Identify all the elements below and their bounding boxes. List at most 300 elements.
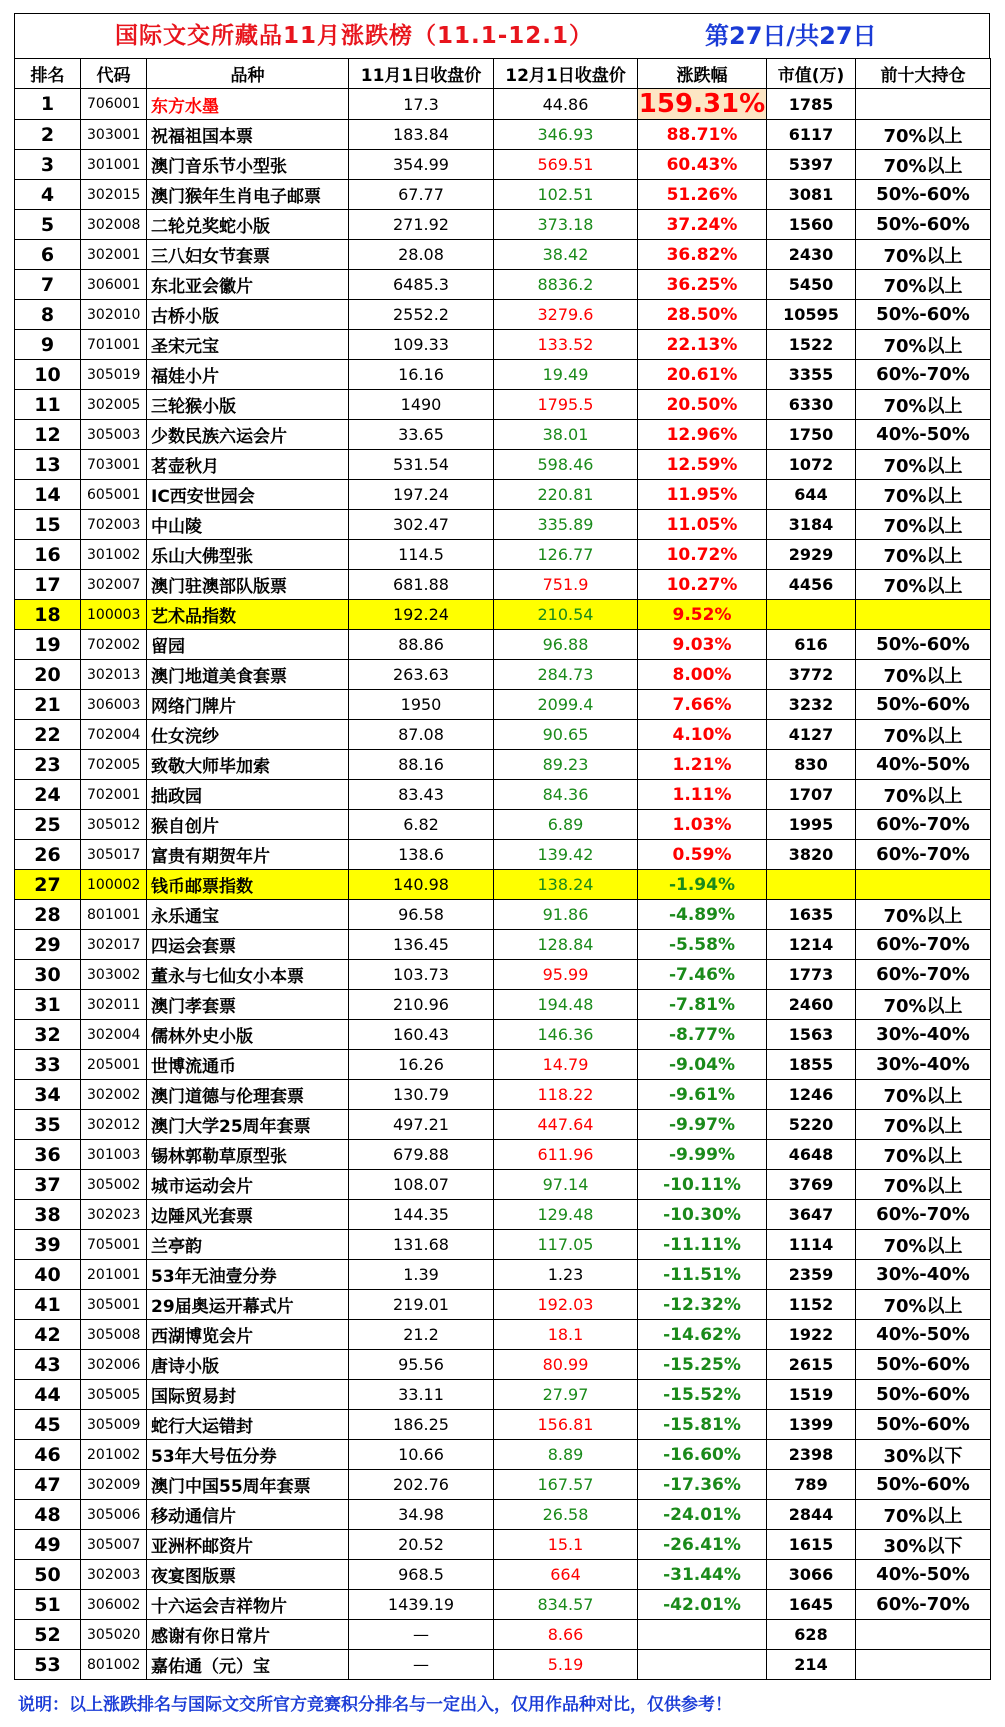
- cell-holding: 70%以上: [856, 330, 991, 360]
- cell-dec1-close: 117.05: [494, 1230, 638, 1260]
- cell-nov1-close: 95.56: [349, 1350, 494, 1380]
- cell-name: 中山陵: [147, 510, 349, 540]
- cell-market-value: 5450: [767, 270, 856, 300]
- cell-change: 36.82%: [638, 240, 767, 270]
- cell-name: 钱币邮票指数: [147, 870, 349, 900]
- cell-dec1-close: 210.54: [494, 600, 638, 630]
- cell-holding: [856, 870, 991, 900]
- cell-dec1-close: 156.81: [494, 1410, 638, 1440]
- cell-holding: 30%以下: [856, 1530, 991, 1560]
- cell-market-value: 2430: [767, 240, 856, 270]
- cell-nov1-close: 210.96: [349, 990, 494, 1020]
- header-code: 代码: [81, 59, 147, 89]
- cell-name: 锡林郭勒草原型张: [147, 1140, 349, 1170]
- cell-market-value: 3184: [767, 510, 856, 540]
- cell-rank: 41: [15, 1290, 81, 1320]
- cell-change: -4.89%: [638, 900, 767, 930]
- cell-dec1-close: 84.36: [494, 780, 638, 810]
- cell-holding: 70%以上: [856, 1230, 991, 1260]
- cell-rank: 8: [15, 300, 81, 330]
- cell-market-value: 1114: [767, 1230, 856, 1260]
- cell-nov1-close: 130.79: [349, 1080, 494, 1110]
- cell-dec1-close: 335.89: [494, 510, 638, 540]
- cell-code: 302011: [81, 990, 147, 1020]
- cell-dec1-close: 611.96: [494, 1140, 638, 1170]
- cell-change: 7.66%: [638, 690, 767, 720]
- cell-rank: 40: [15, 1260, 81, 1290]
- cell-holding: 60%-70%: [856, 1200, 991, 1230]
- table-row: [15, 1590, 991, 1620]
- cell-rank: 2: [15, 120, 81, 150]
- table-row: [15, 1290, 991, 1320]
- cell-dec1-close: 139.42: [494, 840, 638, 870]
- cell-holding: 70%以上: [856, 480, 991, 510]
- header-top10-holding: 前十大持仓: [856, 59, 991, 89]
- cell-code: 305019: [81, 360, 147, 390]
- cell-code: 302005: [81, 390, 147, 420]
- header-dec1-close: 12月1日收盘价: [494, 59, 638, 89]
- cell-nov1-close: 679.88: [349, 1140, 494, 1170]
- cell-market-value: 1214: [767, 930, 856, 960]
- cell-market-value: 4648: [767, 1140, 856, 1170]
- cell-name: 拙政园: [147, 780, 349, 810]
- cell-rank: 29: [15, 930, 81, 960]
- cell-market-value: 2844: [767, 1500, 856, 1530]
- table-row: [15, 690, 991, 720]
- cell-rank: 33: [15, 1050, 81, 1080]
- table-row: [15, 1440, 991, 1470]
- cell-rank: 21: [15, 690, 81, 720]
- cell-name: 东北亚会徽片: [147, 270, 349, 300]
- cell-rank: 34: [15, 1080, 81, 1110]
- cell-rank: 28: [15, 900, 81, 930]
- cell-market-value: 1922: [767, 1320, 856, 1350]
- cell-code: 306003: [81, 690, 147, 720]
- cell-holding: 70%以上: [856, 240, 991, 270]
- cell-change: -10.11%: [638, 1170, 767, 1200]
- cell-dec1-close: 284.73: [494, 660, 638, 690]
- cell-market-value: 1995: [767, 810, 856, 840]
- cell-holding: 40%-50%: [856, 420, 991, 450]
- cell-dec1-close: 664: [494, 1560, 638, 1590]
- cell-holding: 50%-60%: [856, 1380, 991, 1410]
- cell-rank: 12: [15, 420, 81, 450]
- cell-dec1-close: 14.79: [494, 1050, 638, 1080]
- cell-name: 53年无油壹分券: [147, 1260, 349, 1290]
- table-row: [15, 990, 991, 1020]
- cell-market-value: 3081: [767, 180, 856, 210]
- cell-nov1-close: 192.24: [349, 600, 494, 630]
- cell-holding: 40%-50%: [856, 750, 991, 780]
- cell-rank: 7: [15, 270, 81, 300]
- cell-dec1-close: 95.99: [494, 960, 638, 990]
- cell-code: 306002: [81, 1590, 147, 1620]
- table-row: [15, 1050, 991, 1080]
- cell-nov1-close: 87.08: [349, 720, 494, 750]
- cell-code: 302023: [81, 1200, 147, 1230]
- cell-dec1-close: 89.23: [494, 750, 638, 780]
- header-name: 品种: [147, 59, 349, 89]
- cell-change: -10.30%: [638, 1200, 767, 1230]
- cell-holding: 60%-70%: [856, 840, 991, 870]
- cell-dec1-close: 118.22: [494, 1080, 638, 1110]
- cell-code: 701001: [81, 330, 147, 360]
- cell-code: 302015: [81, 180, 147, 210]
- cell-code: 305001: [81, 1290, 147, 1320]
- cell-market-value: 3232: [767, 690, 856, 720]
- cell-change: 9.03%: [638, 630, 767, 660]
- cell-dec1-close: 44.86: [494, 89, 638, 120]
- cell-nov1-close: 131.68: [349, 1230, 494, 1260]
- cell-name: 西湖博览会片: [147, 1320, 349, 1350]
- cell-dec1-close: 220.81: [494, 480, 638, 510]
- cell-name: 边陲风光套票: [147, 1200, 349, 1230]
- cell-market-value: 644: [767, 480, 856, 510]
- cell-holding: [856, 600, 991, 630]
- table-row: [15, 1080, 991, 1110]
- cell-change: 9.52%: [638, 600, 767, 630]
- cell-name: 澳门道德与伦理套票: [147, 1080, 349, 1110]
- cell-change: -15.52%: [638, 1380, 767, 1410]
- cell-dec1-close: 38.42: [494, 240, 638, 270]
- cell-dec1-close: 751.9: [494, 570, 638, 600]
- cell-name: 祝福祖国本票: [147, 120, 349, 150]
- cell-change: -26.41%: [638, 1530, 767, 1560]
- cell-change: 36.25%: [638, 270, 767, 300]
- cell-holding: 40%-50%: [856, 1560, 991, 1590]
- cell-rank: 1: [15, 89, 81, 120]
- cell-name: 董永与七仙女小本票: [147, 960, 349, 990]
- cell-name: 唐诗小版: [147, 1350, 349, 1380]
- table-row: [15, 1020, 991, 1050]
- table-row: [15, 1320, 991, 1350]
- cell-dec1-close: 167.57: [494, 1470, 638, 1500]
- cell-nov1-close: 103.73: [349, 960, 494, 990]
- cell-name: 艺术品指数: [147, 600, 349, 630]
- cell-market-value: 4456: [767, 570, 856, 600]
- cell-market-value: 1560: [767, 210, 856, 240]
- cell-change: 28.50%: [638, 300, 767, 330]
- cell-dec1-close: 447.64: [494, 1110, 638, 1140]
- cell-nov1-close: 497.21: [349, 1110, 494, 1140]
- cell-nov1-close: 183.84: [349, 120, 494, 150]
- cell-market-value: 1246: [767, 1080, 856, 1110]
- table-row: [15, 1140, 991, 1170]
- cell-name: 夜宴图版票: [147, 1560, 349, 1590]
- cell-change: [638, 1650, 767, 1680]
- cell-holding: 70%以上: [856, 510, 991, 540]
- cell-dec1-close: 80.99: [494, 1350, 638, 1380]
- cell-name: 澳门孝套票: [147, 990, 349, 1020]
- table-row: [15, 450, 991, 480]
- cell-code: 100002: [81, 870, 147, 900]
- cell-name: 29届奥运开幕式片: [147, 1290, 349, 1320]
- table-row: [15, 810, 991, 840]
- cell-nov1-close: 96.58: [349, 900, 494, 930]
- table-row: [15, 1470, 991, 1500]
- cell-market-value: 3355: [767, 360, 856, 390]
- cell-code: 801001: [81, 900, 147, 930]
- cell-code: 302001: [81, 240, 147, 270]
- cell-code: 302009: [81, 1470, 147, 1500]
- cell-market-value: 1519: [767, 1380, 856, 1410]
- cell-dec1-close: 138.24: [494, 870, 638, 900]
- cell-name: 澳门驻澳部队版票: [147, 570, 349, 600]
- cell-rank: 31: [15, 990, 81, 1020]
- cell-name: 二轮兑奖蛇小版: [147, 210, 349, 240]
- cell-holding: 70%以上: [856, 270, 991, 300]
- cell-market-value: 4127: [767, 720, 856, 750]
- table-row: [15, 1170, 991, 1200]
- cell-holding: 70%以上: [856, 720, 991, 750]
- cell-nov1-close: 1.39: [349, 1260, 494, 1290]
- cell-rank: 49: [15, 1530, 81, 1560]
- cell-change: 11.05%: [638, 510, 767, 540]
- cell-nov1-close: 83.43: [349, 780, 494, 810]
- cell-market-value: 2615: [767, 1350, 856, 1380]
- cell-name: 乐山大佛型张: [147, 540, 349, 570]
- cell-rank: 24: [15, 780, 81, 810]
- cell-rank: 36: [15, 1140, 81, 1170]
- cell-name: 福娃小片: [147, 360, 349, 390]
- cell-market-value: 628: [767, 1620, 856, 1650]
- cell-code: 301002: [81, 540, 147, 570]
- cell-change: 37.24%: [638, 210, 767, 240]
- cell-market-value: 1072: [767, 450, 856, 480]
- cell-nov1-close: 202.76: [349, 1470, 494, 1500]
- cell-rank: 32: [15, 1020, 81, 1050]
- table-row: [15, 1620, 991, 1650]
- cell-code: 302008: [81, 210, 147, 240]
- cell-code: 100003: [81, 600, 147, 630]
- cell-code: 302017: [81, 930, 147, 960]
- cell-name: 猴自创片: [147, 810, 349, 840]
- table-row: [15, 1110, 991, 1140]
- cell-dec1-close: 6.89: [494, 810, 638, 840]
- table-row: [15, 930, 991, 960]
- cell-market-value: 1635: [767, 900, 856, 930]
- cell-holding: 60%-70%: [856, 810, 991, 840]
- cell-dec1-close: 97.14: [494, 1170, 638, 1200]
- cell-rank: 10: [15, 360, 81, 390]
- cell-change: 4.10%: [638, 720, 767, 750]
- cell-nov1-close: 271.92: [349, 210, 494, 240]
- table-row: [15, 540, 991, 570]
- table-row: [15, 390, 991, 420]
- cell-nov1-close: 21.2: [349, 1320, 494, 1350]
- cell-holding: 70%以上: [856, 1080, 991, 1110]
- cell-code: 205001: [81, 1050, 147, 1080]
- table-row: [15, 1230, 991, 1260]
- cell-market-value: 2929: [767, 540, 856, 570]
- cell-market-value: 3820: [767, 840, 856, 870]
- cell-market-value: 1855: [767, 1050, 856, 1080]
- cell-code: 703001: [81, 450, 147, 480]
- cell-holding: 60%-70%: [856, 360, 991, 390]
- cell-name: 嘉佑通（元）宝: [147, 1650, 349, 1680]
- ranking-sheet: [14, 13, 990, 1715]
- cell-nov1-close: 197.24: [349, 480, 494, 510]
- cell-change: -12.32%: [638, 1290, 767, 1320]
- cell-nov1-close: 354.99: [349, 150, 494, 180]
- cell-change: 8.00%: [638, 660, 767, 690]
- cell-dec1-close: 126.77: [494, 540, 638, 570]
- cell-code: 702005: [81, 750, 147, 780]
- day-progress-label: 第27日/共27日: [705, 22, 877, 50]
- cell-dec1-close: 26.58: [494, 1500, 638, 1530]
- cell-holding: 30%-40%: [856, 1050, 991, 1080]
- cell-name: 网络门牌片: [147, 690, 349, 720]
- cell-nov1-close: 33.65: [349, 420, 494, 450]
- cell-market-value: 1750: [767, 420, 856, 450]
- cell-name: 致敬大师毕加索: [147, 750, 349, 780]
- cell-name: 城市运动会片: [147, 1170, 349, 1200]
- table-row: [15, 1260, 991, 1290]
- cell-change: -24.01%: [638, 1500, 767, 1530]
- cell-nov1-close: —: [349, 1620, 494, 1650]
- cell-market-value: [767, 870, 856, 900]
- cell-dec1-close: 128.84: [494, 930, 638, 960]
- cell-name: 儒林外史小版: [147, 1020, 349, 1050]
- table-row: [15, 1500, 991, 1530]
- cell-dec1-close: 102.51: [494, 180, 638, 210]
- cell-rank: 43: [15, 1350, 81, 1380]
- cell-change: -15.25%: [638, 1350, 767, 1380]
- cell-change: 0.59%: [638, 840, 767, 870]
- cell-dec1-close: 598.46: [494, 450, 638, 480]
- table-row: [15, 420, 991, 450]
- cell-code: 705001: [81, 1230, 147, 1260]
- cell-name: 永乐通宝: [147, 900, 349, 930]
- cell-rank: 38: [15, 1200, 81, 1230]
- cell-code: 305017: [81, 840, 147, 870]
- table-row: [15, 1530, 991, 1560]
- table-row: [15, 840, 991, 870]
- table-row: [15, 180, 991, 210]
- cell-dec1-close: 133.52: [494, 330, 638, 360]
- cell-holding: 70%以上: [856, 390, 991, 420]
- cell-nov1-close: 114.5: [349, 540, 494, 570]
- cell-market-value: 2460: [767, 990, 856, 1020]
- cell-holding: 40%-50%: [856, 1320, 991, 1350]
- table-row: [15, 1200, 991, 1230]
- cell-name: 亚洲杯邮资片: [147, 1530, 349, 1560]
- cell-code: 302004: [81, 1020, 147, 1050]
- cell-market-value: 789: [767, 1470, 856, 1500]
- cell-name: IC西安世园会: [147, 480, 349, 510]
- cell-holding: 50%-60%: [856, 180, 991, 210]
- cell-code: 706001: [81, 89, 147, 120]
- cell-dec1-close: 129.48: [494, 1200, 638, 1230]
- cell-nov1-close: 263.63: [349, 660, 494, 690]
- cell-holding: 70%以上: [856, 540, 991, 570]
- cell-code: 605001: [81, 480, 147, 510]
- cell-name: 澳门中国55周年套票: [147, 1470, 349, 1500]
- cell-nov1-close: 1950: [349, 690, 494, 720]
- cell-nov1-close: 16.16: [349, 360, 494, 390]
- cell-market-value: 6117: [767, 120, 856, 150]
- cell-holding: 30%以下: [856, 1440, 991, 1470]
- table-row: [15, 120, 991, 150]
- cell-change: -9.99%: [638, 1140, 767, 1170]
- cell-rank: 27: [15, 870, 81, 900]
- cell-rank: 30: [15, 960, 81, 990]
- cell-rank: 42: [15, 1320, 81, 1350]
- index-row: [15, 870, 991, 900]
- cell-change: 10.27%: [638, 570, 767, 600]
- cell-change: -7.81%: [638, 990, 767, 1020]
- cell-change: -42.01%: [638, 1590, 767, 1620]
- cell-code: 302012: [81, 1110, 147, 1140]
- cell-dec1-close: 146.36: [494, 1020, 638, 1050]
- cell-code: 201002: [81, 1440, 147, 1470]
- table-row: [15, 240, 991, 270]
- cell-name: 国际贸易封: [147, 1380, 349, 1410]
- cell-holding: 50%-60%: [856, 1410, 991, 1440]
- cell-change: -31.44%: [638, 1560, 767, 1590]
- cell-change: 22.13%: [638, 330, 767, 360]
- cell-rank: 6: [15, 240, 81, 270]
- cell-change: 11.95%: [638, 480, 767, 510]
- cell-nov1-close: 138.6: [349, 840, 494, 870]
- cell-change: 10.72%: [638, 540, 767, 570]
- cell-market-value: 1399: [767, 1410, 856, 1440]
- cell-market-value: 3769: [767, 1170, 856, 1200]
- cell-code: 303002: [81, 960, 147, 990]
- cell-code: 301001: [81, 150, 147, 180]
- cell-rank: 25: [15, 810, 81, 840]
- cell-nov1-close: 88.86: [349, 630, 494, 660]
- cell-change: 12.96%: [638, 420, 767, 450]
- header-nov1-close: 11月1日收盘价: [349, 59, 494, 89]
- cell-name: 圣宋元宝: [147, 330, 349, 360]
- cell-rank: 5: [15, 210, 81, 240]
- cell-change: -7.46%: [638, 960, 767, 990]
- cell-name: 三轮猴小版: [147, 390, 349, 420]
- cell-name: 澳门猴年生肖电子邮票: [147, 180, 349, 210]
- table-row: [15, 89, 991, 120]
- table-row: [15, 1560, 991, 1590]
- header-market-value: 市值(万): [767, 59, 856, 89]
- cell-name: 兰亭韵: [147, 1230, 349, 1260]
- cell-code: 305020: [81, 1620, 147, 1650]
- index-row: [15, 600, 991, 630]
- cell-market-value: 1522: [767, 330, 856, 360]
- cell-dec1-close: 15.1: [494, 1530, 638, 1560]
- table-row: [15, 750, 991, 780]
- header-rank: 排名: [15, 59, 81, 89]
- cell-nov1-close: 6.82: [349, 810, 494, 840]
- cell-dec1-close: 19.49: [494, 360, 638, 390]
- cell-holding: 60%-70%: [856, 1590, 991, 1620]
- cell-name: 感谢有你日常片: [147, 1620, 349, 1650]
- cell-market-value: 6330: [767, 390, 856, 420]
- cell-nov1-close: 109.33: [349, 330, 494, 360]
- cell-name: 三八妇女节套票: [147, 240, 349, 270]
- table-header-row: [15, 59, 991, 89]
- cell-name: 移动通信片: [147, 1500, 349, 1530]
- cell-holding: 70%以上: [856, 120, 991, 150]
- cell-market-value: 5220: [767, 1110, 856, 1140]
- cell-holding: 70%以上: [856, 990, 991, 1020]
- footnote: 说明：以上涨跌排名与国际文交所官方竞赛积分排名与一定出入，仅用作品种对比，仅供参考！: [18, 1695, 732, 1715]
- cell-rank: 44: [15, 1380, 81, 1410]
- cell-name: 世博流通币: [147, 1050, 349, 1080]
- cell-holding: 50%-60%: [856, 690, 991, 720]
- cell-code: 302010: [81, 300, 147, 330]
- cell-holding: 70%以上: [856, 780, 991, 810]
- cell-holding: 70%以上: [856, 1290, 991, 1320]
